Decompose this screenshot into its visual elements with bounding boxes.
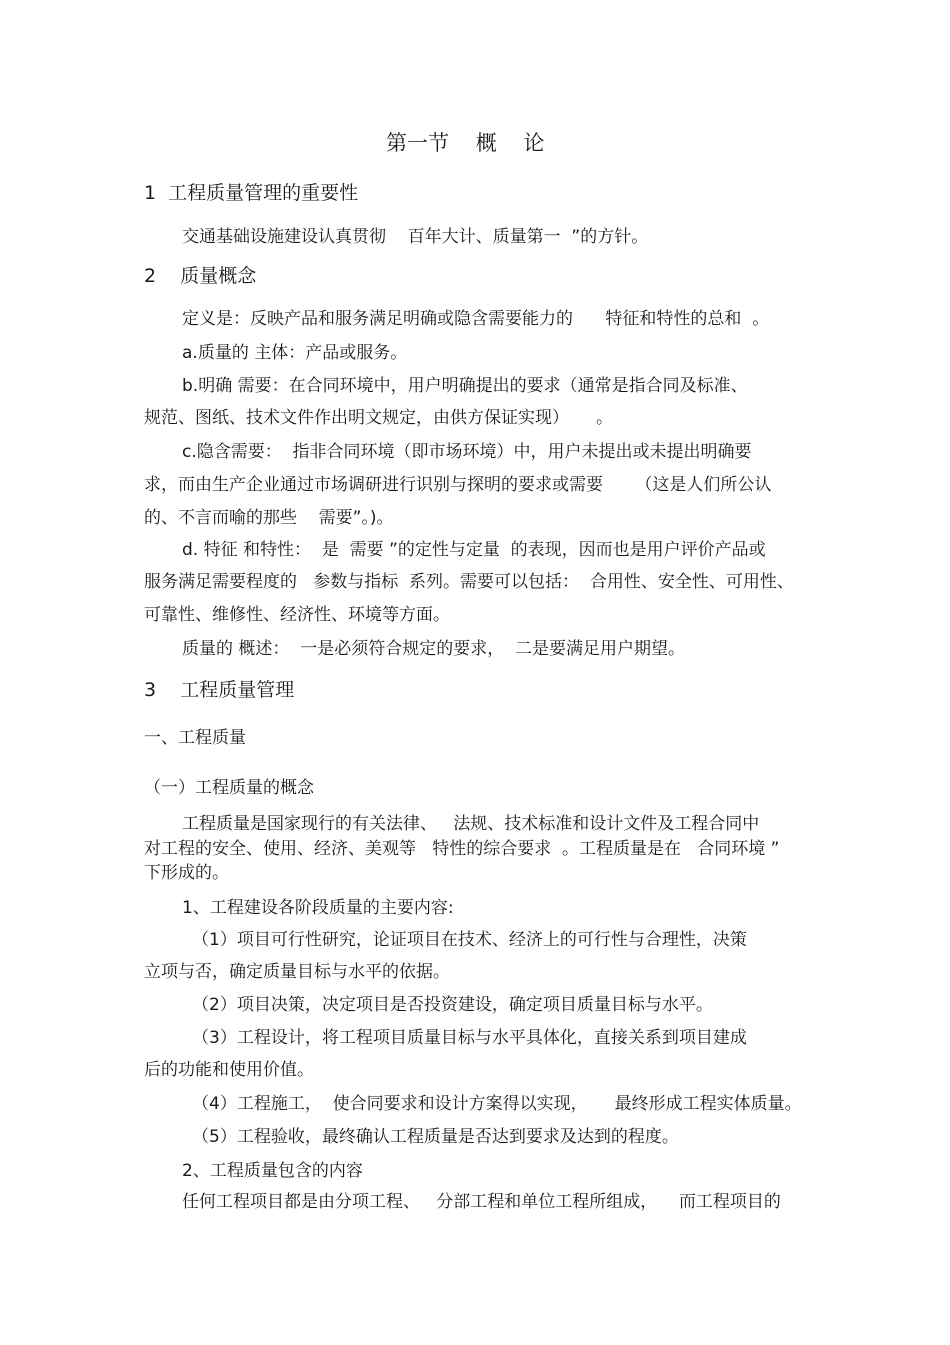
list-item-5: （5）工程验收，最终确认工程质量是否达到要求及达到的程度。 bbox=[192, 1127, 679, 1147]
content-paragraph-line1: 任何工程项目都是由分项工程、 分部工程和单位工程所组成， 而工程项目的 bbox=[182, 1192, 781, 1212]
section-heading-3: 3 工程质量管理 bbox=[144, 679, 295, 701]
page-title: 第一节 概 论 bbox=[386, 131, 545, 155]
item-a: a.质量的 主体：产品或服务。 bbox=[182, 343, 408, 363]
list-item-3-line1: （3）工程设计，将工程项目质量目标与水平具体化，直接关系到项目建成 bbox=[192, 1028, 747, 1048]
subheading-1-1: （一）工程质量的概念 bbox=[144, 778, 314, 798]
list2-heading: 2、工程质量包含的内容 bbox=[182, 1161, 363, 1181]
subheading-1: 一、工程质量 bbox=[144, 728, 246, 748]
item-d-line1: d. 特征 和特性： 是 需要 ”的定性与定量 的表现，因而也是用户评价产品或 bbox=[182, 540, 766, 560]
item-c-line2: 求，而由生产企业通过市场调研进行识别与探明的要求或需要 （这是人们所公认 bbox=[144, 475, 772, 495]
item-d-line3: 可靠性、维修性、经济性、环境等方面。 bbox=[144, 605, 450, 625]
list-heading: 1、工程建设各阶段质量的主要内容: bbox=[182, 898, 454, 918]
list-item-2: （2）项目决策，决定项目是否投资建设，确定项目质量目标与水平。 bbox=[192, 995, 713, 1015]
item-b-line2: 规范、图纸、技术文件作出明文规定，由供方保证实现） 。 bbox=[144, 408, 614, 428]
definition-text: 定义是：反映产品和服务满足明确或隐含需要能力的 特征和特性的总和 。 bbox=[182, 309, 770, 329]
concept-line1: 工程质量是国家现行的有关法律、 法规、技术标准和设计文件及工程合同中 bbox=[182, 814, 760, 834]
quality-summary: 质量的 概述： 一是必须符合规定的要求， 二是要满足用户期望。 bbox=[182, 639, 686, 659]
list-item-4: （4）工程施工， 使合同要求和设计方案得以实现， 最终形成工程实体质量。 bbox=[192, 1094, 802, 1114]
concept-line3: 下形成的。 bbox=[144, 863, 229, 883]
item-c-line3: 的、不言而喻的那些 需要”。)。 bbox=[144, 508, 394, 528]
item-b-line1: b.明确 需要：在合同环境中，用户明确提出的要求（通常是指合同及标准、 bbox=[182, 376, 748, 396]
section-heading-1: 1 工程质量管理的重要性 bbox=[144, 182, 359, 204]
section-heading-2: 2 质量概念 bbox=[144, 265, 257, 287]
list-item-1-line1: （1）项目可行性研究，论证项目在技术、经济上的可行性与合理性，决策 bbox=[192, 930, 747, 950]
concept-line2: 对工程的安全、使用、经济、美观等 特性的综合要求 。工程质量是在 合同环境 ” bbox=[144, 839, 780, 859]
item-c-line1: c.隐含需要： 指非合同环境（即市场环境）中，用户未提出或未提出明确要 bbox=[182, 442, 752, 462]
item-d-line2: 服务满足需要程度的 参数与指标 系列。需要可以包括： 合用性、安全性、可用性、 bbox=[144, 572, 794, 592]
paragraph: 交通基础设施建设认真贯彻 百年大计、质量第一 ”的方针。 bbox=[182, 227, 649, 247]
list-item-3-line2: 后的功能和使用价值。 bbox=[144, 1060, 314, 1080]
list-item-1-line2: 立项与否，确定质量目标与水平的依据。 bbox=[144, 962, 450, 982]
